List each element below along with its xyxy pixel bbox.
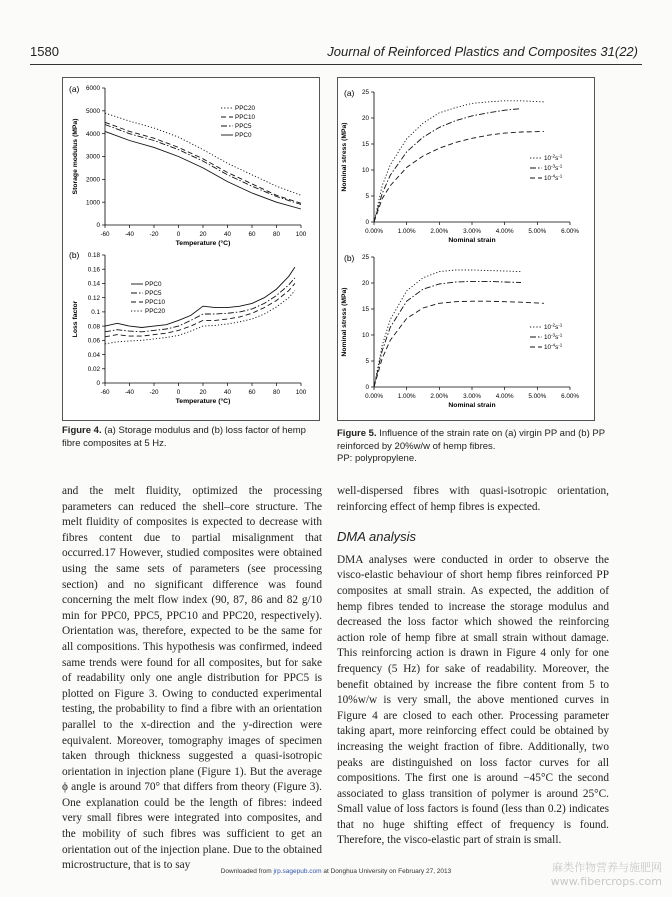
x-tick-label: 60 xyxy=(248,389,256,396)
legend-label: PPC10 xyxy=(235,114,255,121)
x-tick-label: 0.00% xyxy=(365,393,383,400)
figure-4-box xyxy=(62,77,320,421)
x-tick-label: 40 xyxy=(223,389,232,396)
y-tick-label: 0.04 xyxy=(87,351,100,359)
x-axis-label: Nominal strain xyxy=(448,237,496,244)
x-tick-label: 1.00% xyxy=(397,228,416,235)
y-tick-label: 0.02 xyxy=(87,365,100,373)
x-tick-label: 4.00% xyxy=(495,228,514,235)
y-tick-label: 4000 xyxy=(85,130,100,138)
figure-4a-panel-label: (a) xyxy=(69,84,80,94)
series-line-PPC10 xyxy=(105,122,301,203)
journal-title: Journal of Reinforced Plastics and Composites 31(22) xyxy=(327,44,638,59)
x-tick-label: 4.00% xyxy=(495,393,514,400)
y-tick-label: 25 xyxy=(361,254,369,262)
legend-label: $10^{-3}s^{-1}$ xyxy=(544,163,563,172)
header-rule xyxy=(30,64,642,65)
y-tick-label: 10 xyxy=(361,167,369,175)
legend-label: PPC5 xyxy=(235,123,252,130)
y-tick-label: 20 xyxy=(361,280,369,288)
legend-label: $10^{-4}s^{-1}$ xyxy=(544,173,563,182)
x-tick-label: 80 xyxy=(272,231,281,238)
series-line-10-2s-1 xyxy=(374,270,521,387)
y-tick-label: 3000 xyxy=(85,153,100,161)
footer-prefix: Downloaded from xyxy=(220,868,274,875)
y-tick-label: 5 xyxy=(365,193,369,201)
figure-5-box xyxy=(337,77,595,421)
y-tick-label: 0.1 xyxy=(91,309,100,317)
figure-4-caption-label: Figure 4. xyxy=(62,425,102,436)
series-line-PPC0 xyxy=(105,267,295,327)
figure-5-caption-text: Influence of the strain rate on (a) virgin PP and (b) PP reinforced by 20%w/w of hemp fibres. xyxy=(337,428,605,452)
figure-5a-panel-label: (a) xyxy=(344,88,355,98)
footer-link[interactable]: jrp.sagepub.com xyxy=(273,868,322,875)
x-tick-label: -40 xyxy=(124,389,135,396)
y-tick-label: 0 xyxy=(365,219,369,227)
series-line-PPC5 xyxy=(105,278,295,332)
x-tick-label: -20 xyxy=(149,389,159,396)
series-line-10-4s-1 xyxy=(374,132,544,223)
figure-4-caption xyxy=(62,425,324,450)
y-tick-label: 15 xyxy=(361,306,369,314)
legend-label: PPC20 xyxy=(145,308,165,315)
y-tick-label: 25 xyxy=(361,89,369,97)
watermark-line-1: 麻类作物营养与施肥网 xyxy=(552,861,662,874)
left-column-paragraph: and the melt fluidity, optimized the processing parameters can reduced the shell–core structure. The melt fluidity of composites is expected to decrease with fibres content due to partial misalignment that occurred.17 However, studied composites were obtained using the same sets of parameters (see processing section) and no significant difference was found concerning the melt flow index (90, 87, 86 and 82 g/10 min for PPC0, PPC5, PPC10 and PPC20, respectively). Orientation was, therefore, expected to be the same for all compositions. This hypothesis was confirmed, indeed same trends were found for all composites, but for sake of readability only one angle distribution for PPC5 is plotted on Figure 3. Owing to conducted experimental testing, the probability to find a fibre with an orientation parallel to the x-direction and the y-direction were equivalent. Moreover, tomography images of specimen taken through thickness suggested a quasi-isotropic orientation in injection plane (Figure 1). But the average ϕ angle is around 70° that differs from theory (Figure 3). One explanation could be the length of fibres: indeed very small fibres were integrated into composites, and the mobility of such fibres was sufficient to get an orientation out of the injection plane. Due to the obtained microstructure, that is to say xyxy=(62,485,322,872)
x-tick-label: 2.00% xyxy=(430,228,449,235)
series-line-PPC10 xyxy=(105,283,295,336)
x-tick-label: 3.00% xyxy=(463,393,481,400)
chart-loss-factor xyxy=(72,252,307,405)
right-column-body: DMA analyses were conducted in order to observe the visco-elastic behaviour of short hemp fibres reinforced PP composites at small strain. As expected, the addition of hemp fibres tended to increase the storage modulus and decreased the loss factor which showed the reinforcing action role of hemp fibre at small strain without damage. This reinforcing action is drawn in Figure 4 only for one frequency (5 Hz) for sake of readability. Moreover, the benefit obtained by increase the fibre content from 5 to 10%w/w is very small, the above mentioned curves in Figure 4 are closed to each other. Processing parameter taking apart, more reinforcing effect could be obtained by increasing the weight fraction of fibre. Additionally, two peaks are distinguished on loss factor curves for all compositions. The first one is around −45°C the second associated to glass transition of polymer is around 25°C. Small value of loss factors is found (less than 0.2) indicates that no huge shifting effect of frequency is found. Therefore, the visco-elastic part of strain is small. xyxy=(337,553,609,847)
legend-label: PPC10 xyxy=(145,299,165,306)
x-tick-label: 60 xyxy=(248,231,256,238)
watermark-line-2: www.fibercrops.com xyxy=(550,875,662,888)
figure-5-caption-label: Figure 5. xyxy=(337,428,377,439)
figure-5-caption-note: PP: polypropylene. xyxy=(337,453,417,464)
figure-5-caption xyxy=(337,428,609,466)
legend-label: PPC20 xyxy=(235,105,255,112)
y-tick-label: 2000 xyxy=(85,176,100,184)
x-tick-label: 20 xyxy=(199,389,207,396)
y-tick-label: 0.12 xyxy=(87,294,100,302)
x-tick-label: 0 xyxy=(176,389,181,396)
x-tick-label: 0 xyxy=(176,231,181,238)
legend-label: $10^{-3}s^{-1}$ xyxy=(544,332,563,341)
y-tick-label: 5 xyxy=(365,358,369,366)
legend-label: $10^{-2}s^{-1}$ xyxy=(544,153,563,162)
x-tick-label: 100 xyxy=(295,389,307,396)
right-column-intro: well-dispersed fibres with quasi-isotropic orientation, reinforcing effect of hemp fibres is expected. xyxy=(337,485,609,513)
x-axis-label: Nominal strain xyxy=(448,402,496,409)
y-axis-label: Storage modulus (MPa) xyxy=(72,118,79,195)
y-tick-label: 0.16 xyxy=(87,266,100,274)
figure-4b-panel-label: (b) xyxy=(69,250,80,260)
series-line-10-3s-1 xyxy=(374,281,521,387)
y-tick-label: 6000 xyxy=(85,85,100,93)
figure-5b-panel-label: (b) xyxy=(344,253,355,263)
x-tick-label: 80 xyxy=(272,389,281,396)
figure-5-svg xyxy=(338,78,594,420)
y-tick-label: 10 xyxy=(361,332,369,340)
chart-strain-rate-virgin-pp xyxy=(341,89,579,244)
x-tick-label: 5.00% xyxy=(528,228,547,235)
legend-label: PPC5 xyxy=(145,290,162,297)
legend-label: $10^{-4}s^{-1}$ xyxy=(544,342,563,351)
x-tick-label: 3.00% xyxy=(463,228,481,235)
y-tick-label: 5000 xyxy=(85,108,100,116)
x-tick-label: 6.00% xyxy=(561,393,579,400)
x-tick-label: 6.00% xyxy=(561,228,579,235)
x-tick-label: -40 xyxy=(124,231,135,238)
x-tick-label: 100 xyxy=(295,231,307,238)
x-tick-label: -60 xyxy=(100,231,110,238)
series-line-PPC5 xyxy=(105,125,301,205)
y-tick-label: 0.06 xyxy=(87,337,100,345)
y-tick-label: 1000 xyxy=(85,199,100,207)
x-tick-label: 2.00% xyxy=(430,393,449,400)
x-tick-label: 0.00% xyxy=(365,228,383,235)
x-axis-label: Temperature (°C) xyxy=(175,398,231,405)
y-tick-label: 0 xyxy=(96,380,100,388)
y-axis-label: Nominal stress (MPa) xyxy=(341,122,348,192)
y-tick-label: 0 xyxy=(365,384,369,392)
right-column xyxy=(337,484,609,849)
chart-strain-rate-reinforced-pp xyxy=(341,254,579,409)
figure-4-caption-text: (a) Storage modulus and (b) loss factor of hemp fibre composites at 5 Hz. xyxy=(62,425,306,449)
series-line-10-4s-1 xyxy=(374,301,544,387)
x-tick-label: 40 xyxy=(223,231,232,238)
y-tick-label: 15 xyxy=(361,141,369,149)
section-title: DMA analysis xyxy=(337,529,416,545)
x-tick-label: -60 xyxy=(100,389,110,396)
legend-label: PPC0 xyxy=(235,132,252,139)
page-number: 1580 xyxy=(30,44,59,59)
figure-4-svg xyxy=(63,78,319,420)
x-tick-label: -20 xyxy=(149,231,159,238)
y-axis-label: Nominal stress (MPa) xyxy=(341,287,348,357)
x-tick-label: 5.00% xyxy=(528,393,547,400)
legend-label: $10^{-2}s^{-1}$ xyxy=(544,322,563,331)
left-column xyxy=(62,484,322,874)
y-axis-label: Loss factor xyxy=(72,300,79,338)
footer-suffix: at Donghua University on February 27, 2013 xyxy=(321,868,452,875)
series-line-PPC20 xyxy=(105,113,301,195)
y-tick-label: 0.18 xyxy=(87,252,100,260)
x-axis-label: Temperature (°C) xyxy=(175,240,231,247)
y-tick-label: 0 xyxy=(96,222,100,230)
chart-storage-modulus xyxy=(72,85,307,247)
series-line-10-3s-1 xyxy=(374,109,521,222)
y-tick-label: 0.14 xyxy=(87,280,100,288)
y-tick-label: 20 xyxy=(361,115,369,123)
x-tick-label: 20 xyxy=(199,231,207,238)
y-tick-label: 0.08 xyxy=(87,323,100,331)
watermark xyxy=(551,861,662,889)
legend-label: PPC0 xyxy=(145,281,162,288)
series-line-PPC0 xyxy=(105,131,301,209)
x-tick-label: 1.00% xyxy=(397,393,416,400)
